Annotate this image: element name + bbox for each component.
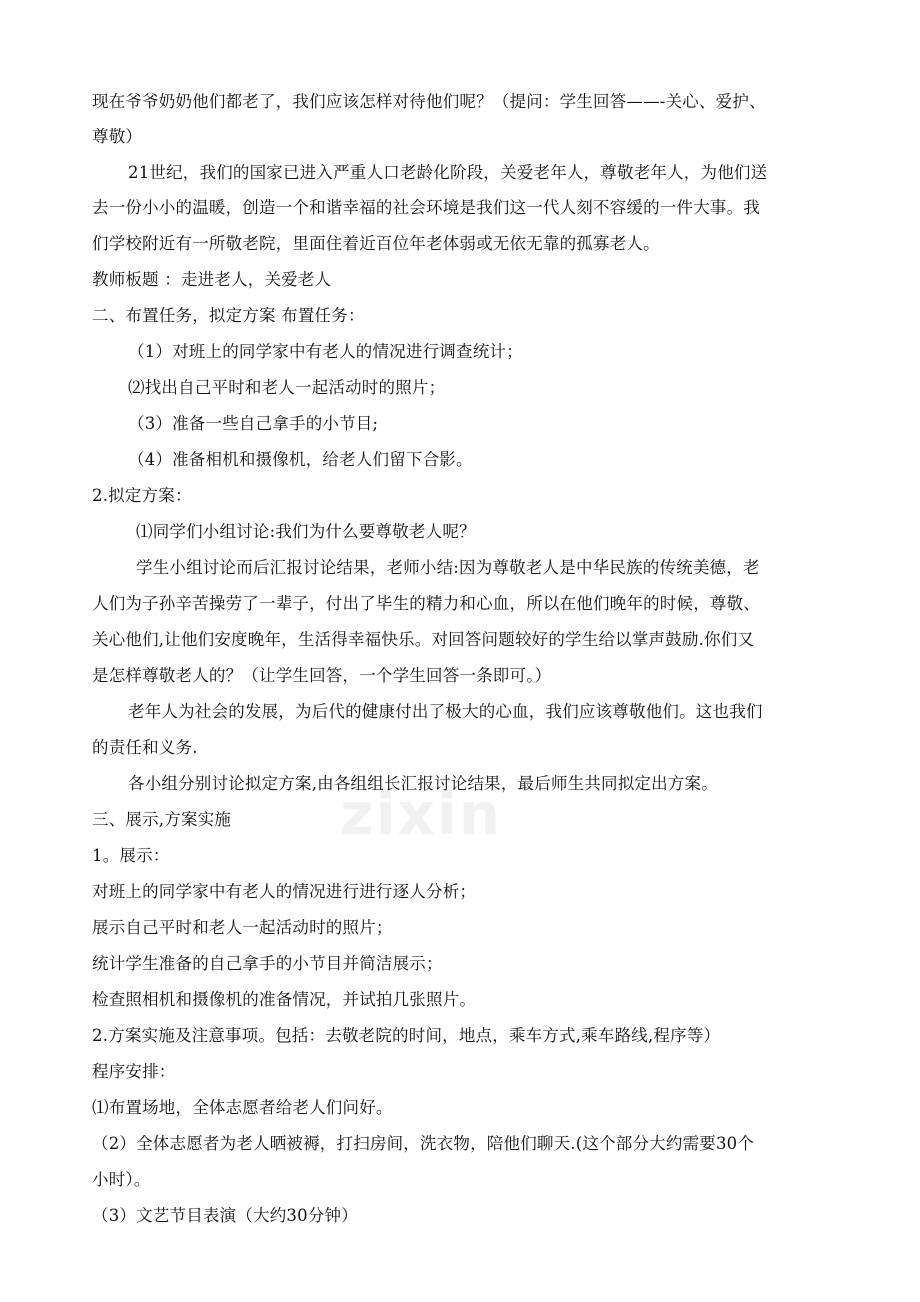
text-line: 去一份小小的温暖，创造一个和谐幸福的社会环境是我们这一代人刻不容缓的一件大事。我 — [92, 198, 760, 217]
text-line: 是怎样尊敬老人的？（让学生回答，一个学生回答一条即可。） — [92, 666, 552, 685]
text-line: 现在爷爷奶奶他们都老了，我们应该怎样对待他们呢？（提问：学生回答——-关心、爱护、 — [92, 92, 766, 111]
text-line: 21世纪，我们的国家已进入严重人口老龄化阶段，关爱老年人，尊敬老年人，为他们送 — [128, 163, 768, 182]
text-line: 检查照相机和摄像机的准备情况，并试拍几张照片。 — [92, 990, 477, 1009]
list-item: （1）对班上的同学家中有老人的情况进行调查统计； — [128, 342, 523, 361]
section-heading: 二、布置任务，拟定方案 布置任务： — [92, 306, 365, 325]
section-heading: 1。展示： — [92, 846, 170, 865]
text-line: 对班上的同学家中有老人的情况进行进行逐人分析； — [92, 882, 477, 901]
text-line: 关心他们,让他们安度晚年，生活得幸福快乐。对回答问题较好的学生给以掌声鼓励.你们又 — [92, 630, 755, 649]
text-line: 人们为子孙辛苦操劳了一辈子，付出了毕生的精力和心血，所以在他们晚年的时候，尊敬、 — [92, 594, 760, 613]
text-line: 老年人为社会的发展，为后代的健康付出了极大的心血，我们应该尊敬他们。这也我们 — [128, 702, 763, 721]
text-line: 们学校附近有一所敬老院，里面住着近百位年老体弱或无依无靠的孤寡老人。 — [92, 234, 660, 253]
list-item: ⑵找出自己平时和老人一起活动时的照片； — [128, 378, 446, 397]
list-item: （3）准备一些自己拿手的小节目; — [128, 414, 379, 433]
list-item: （4）准备相机和摄像机，给老人们留下合影。 — [128, 450, 473, 469]
list-item: ⑴布置场地，全体志愿者给老人们问好。 — [92, 1098, 393, 1117]
text-line: 2.方案实施及注意事项。包括：去敬老院的时间，地点，乘车方式,乘车路线,程序等） — [92, 1026, 721, 1045]
text-line: 程序安排： — [92, 1062, 176, 1081]
list-item: ⑴同学们小组讨论:我们为什么要尊敬老人呢？ — [136, 522, 476, 541]
text-line: 小时）。 — [92, 1170, 151, 1189]
section-heading: 2.拟定方案： — [92, 486, 192, 505]
text-line: 统计学生准备的自己拿手的小节目并简洁展示； — [92, 954, 443, 973]
list-item: （3）文艺节目表演（大约30分钟） — [92, 1206, 358, 1225]
text-line: 的责任和义务. — [92, 738, 198, 757]
section-heading: 三、展示,方案实施 — [92, 810, 232, 829]
text-line: 展示自己平时和老人一起活动时的照片； — [92, 918, 393, 937]
text-line: 尊敬） — [92, 127, 143, 146]
watermark-logo: zixin — [340, 780, 503, 848]
list-item: （2）全体志愿者为老人晒被褥，打扫房间，洗衣物，陪他们聊天.(这个部分大约需要30个 — [92, 1134, 755, 1153]
text-line: 教师板题 ：走进老人，关爱老人 — [92, 270, 332, 289]
text-line: 各小组分别讨论拟定方案,由各组组长汇报讨论结果，最后师生共同拟定出方案。 — [128, 774, 718, 793]
text-line: 学生小组讨论而后汇报讨论结果，老师小结:因为尊敬老人是中华民族的传统美德，老 — [136, 558, 760, 577]
